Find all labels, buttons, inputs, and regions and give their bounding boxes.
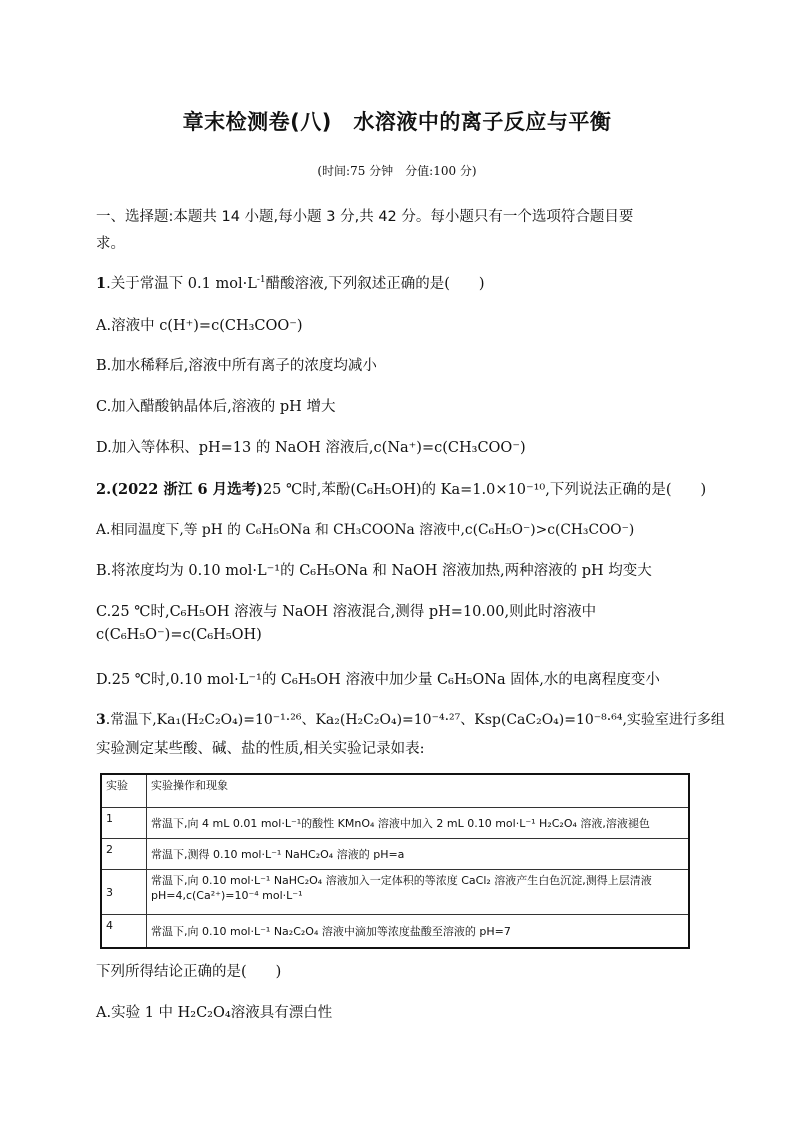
question-2-option-b: B.将浓度均为 0.10 mol·L⁻¹的 C₆H₅ONa 和 NaOH 溶液加热,两种溶液的 pH 均变大 bbox=[96, 563, 652, 579]
table-cell-text: 常温下,测得 0.10 mol·L⁻¹ NaHC₂O₄ 溶液的 pH=a bbox=[147, 839, 690, 870]
table-cell-line: 常温下,向 0.10 mol·L⁻¹ NaHC₂O₄ 溶液加入一定体积的等浓度 CaCl₂ 溶液产生白色沉淀,测得上层清液 bbox=[151, 874, 652, 887]
question-2-option-c-line1: C.25 ℃时,C₆H₅OH 溶液与 NaOH 溶液混合,测得 pH=10.00,则此时溶液中 bbox=[96, 604, 597, 620]
question-1-option-d: D.加入等体积、pH=13 的 NaOH 溶液后,c(Na⁺)=c(CH₃COO⁻) bbox=[96, 440, 526, 456]
table-row bbox=[101, 839, 689, 870]
table-row bbox=[101, 915, 689, 949]
section-heading-line1: 一、选择题:本题共 14 小题,每小题 3 分,共 42 分。每小题只有一个选项符合题目要 bbox=[96, 209, 634, 225]
question-2-option-a: A.相同温度下,等 pH 的 C₆H₅ONa 和 CH₃COONa 溶液中,c(C₆H₅O⁻)>c(CH₃COO⁻) bbox=[96, 522, 635, 538]
question-1-stem bbox=[96, 272, 485, 293]
question-1-option-b: B.加水稀释后,溶液中所有离子的浓度均减小 bbox=[96, 358, 377, 374]
question-2-source: .(2022 浙江 6 月选考) bbox=[106, 481, 263, 498]
table-cell-num: 4 bbox=[101, 915, 147, 949]
question-3-stem-line2: 实验测定某些酸、碱、盐的性质,相关实验记录如表: bbox=[96, 741, 425, 757]
question-number: 2 bbox=[96, 481, 107, 498]
table-row bbox=[101, 870, 689, 915]
question-2-option-d: D.25 ℃时,0.10 mol·L⁻¹的 C₆H₅OH 溶液中加少量 C₆H₅ONa 固体,水的电离程度变小 bbox=[96, 672, 660, 688]
question-number: 3 bbox=[96, 712, 106, 728]
question-2-option-c-line2: c(C₆H₅O⁻)=c(C₆H₅OH) bbox=[96, 627, 262, 643]
table-row bbox=[101, 808, 689, 839]
question-3-stem-text: .常温下,Ka₁(H₂C₂O₄)=10⁻¹·²⁶、Ka₂(H₂C₂O₄)=10⁻⁴·²⁷、Ksp(CaC₂O₄)=10⁻⁸·⁶⁴,实验室进行多组 bbox=[105, 712, 725, 728]
table-header-cell: 实验 bbox=[101, 774, 147, 808]
table-header-cell: 实验操作和现象 bbox=[147, 774, 690, 808]
question-3-option-a: A.实验 1 中 H₂C₂O₄溶液具有漂白性 bbox=[96, 1005, 333, 1021]
table-header-row bbox=[101, 774, 689, 808]
question-3-after-table: 下列所得结论正确的是( ) bbox=[96, 964, 282, 980]
question-2-stem-text: 25 ℃时,苯酚(C₆H₅OH)的 Ka=1.0×10⁻¹⁰,下列说法正确的是( ) bbox=[262, 482, 707, 498]
question-number: 1 bbox=[96, 275, 107, 292]
question-1-stem-b: 醋酸溶液,下列叙述正确的是( ) bbox=[265, 276, 485, 292]
table-cell-text: 常温下,向 0.10 mol·L⁻¹ Na₂C₂O₄ 溶液中滴加等浓度盐酸至溶液的 pH=7 bbox=[147, 915, 690, 949]
table-cell-num: 3 bbox=[101, 870, 147, 915]
page-subtitle: (时间:75 分钟 分值:100 分) bbox=[317, 164, 477, 178]
section-heading-line2: 求。 bbox=[96, 236, 125, 252]
question-1-option-c: C.加入醋酸钠晶体后,溶液的 pH 增大 bbox=[96, 399, 336, 415]
table-cell-text: 常温下,向 4 mL 0.01 mol·L⁻¹的酸性 KMnO₄ 溶液中加入 2 mL 0.10 mol·L⁻¹ H₂C₂O₄ 溶液,溶液褪色 bbox=[147, 808, 690, 839]
question-1-stem-sup: -1 bbox=[256, 275, 266, 286]
table-cell-text bbox=[147, 870, 690, 915]
table-cell-num: 2 bbox=[101, 839, 147, 870]
table-cell-line: pH=4,c(Ca²⁺)=10⁻⁴ mol·L⁻¹ bbox=[151, 889, 303, 902]
question-1-stem-a: .关于常温下 0.1 mol·L bbox=[106, 276, 257, 292]
question-1-option-a: A.溶液中 c(H⁺)=c(CH₃COO⁻) bbox=[96, 318, 303, 334]
page-title: 章末检测卷(八) 水溶液中的离子反应与平衡 bbox=[182, 110, 612, 134]
question-3-stem-line1 bbox=[96, 709, 725, 729]
experiment-table bbox=[100, 773, 690, 949]
table-cell-num: 1 bbox=[101, 808, 147, 839]
question-2-stem bbox=[96, 478, 706, 499]
